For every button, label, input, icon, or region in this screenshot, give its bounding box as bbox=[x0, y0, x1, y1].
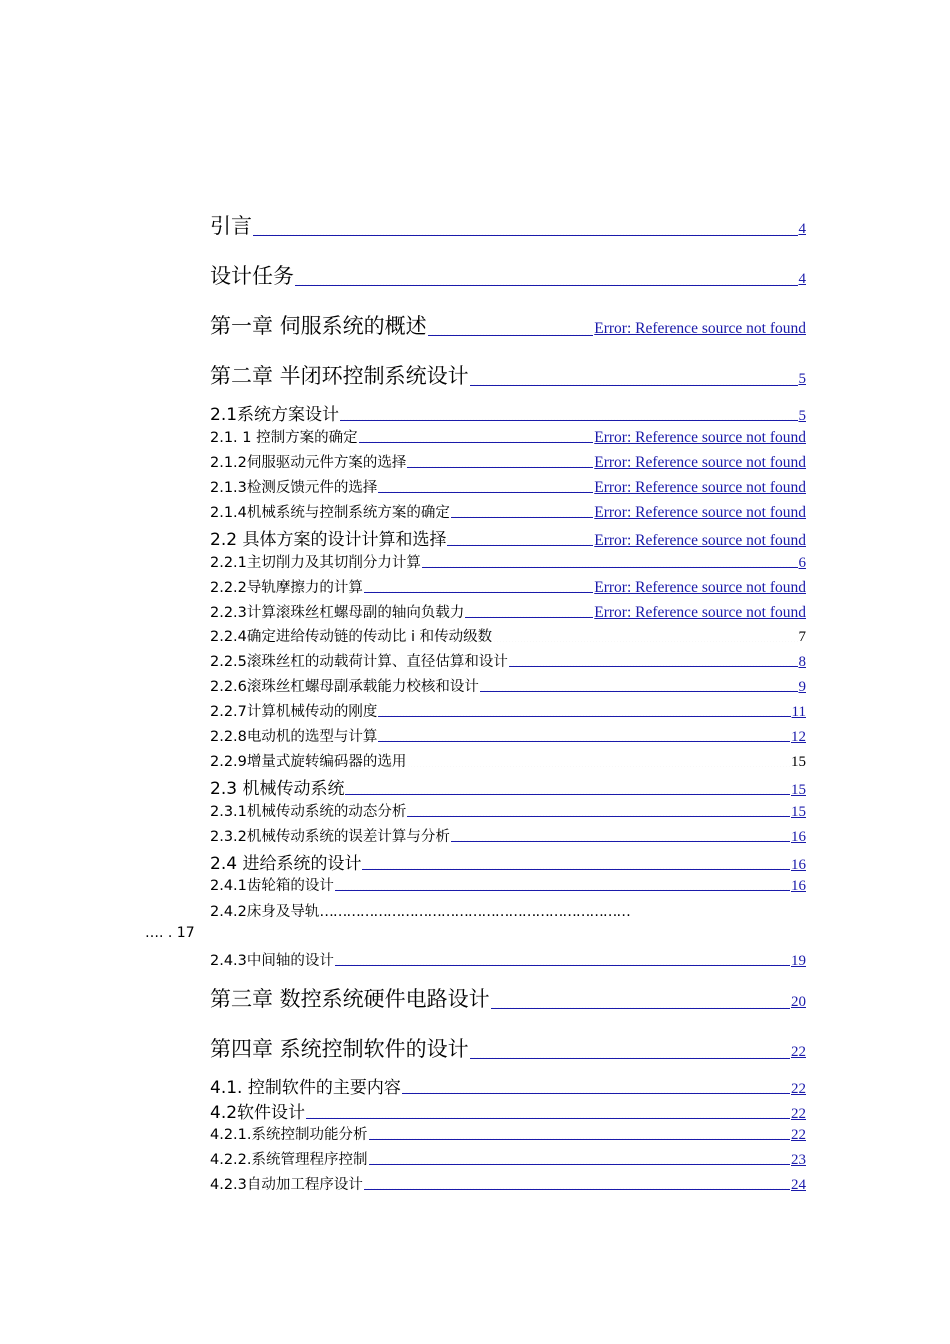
toc-entry bbox=[210, 900, 806, 921]
toc-entry-title: 4.1. 控制软件的主要内容 bbox=[210, 1078, 401, 1098]
toc-entry-leader bbox=[447, 544, 593, 546]
toc-entry[interactable] bbox=[210, 825, 806, 846]
toc-entry-page[interactable]: 19 bbox=[791, 953, 806, 969]
toc-entry-page[interactable]: Error: Reference source not found bbox=[594, 504, 806, 521]
toc-entry-title: 2.2.4确定进给传动链的传动比 i 和传动级数 bbox=[210, 629, 493, 645]
toc-entry-leader bbox=[369, 1163, 790, 1165]
toc-entry-title: 第四章 系统控制软件的设计 bbox=[210, 1037, 469, 1061]
toc-entry-leader bbox=[470, 1057, 790, 1059]
toc-entry-page[interactable]: 5 bbox=[798, 408, 806, 424]
toc-entry[interactable] bbox=[210, 949, 806, 970]
toc-entry bbox=[210, 750, 806, 771]
toc-entry-title: 2.2.8电动机的选型与计算 bbox=[210, 729, 378, 745]
toc-entry-page[interactable]: 20 bbox=[791, 994, 806, 1010]
toc-entry-leader bbox=[509, 665, 798, 667]
toc-entry-page[interactable]: 4 bbox=[798, 271, 806, 287]
toc-entry-page[interactable]: 8 bbox=[798, 654, 806, 670]
toc-entry-title: 2.2.2导轨摩擦力的计算 bbox=[210, 580, 363, 596]
toc-entry-title: 第二章 半闭环控制系统设计 bbox=[210, 364, 469, 388]
toc-entry-title: 2.1.3检测反馈元件的选择 bbox=[210, 480, 378, 496]
toc-entry-page[interactable]: 11 bbox=[791, 704, 806, 720]
toc-entry[interactable] bbox=[210, 476, 806, 497]
toc-entry-page[interactable]: 22 bbox=[791, 1081, 806, 1097]
toc-entry-leader bbox=[470, 384, 798, 386]
toc-entry-page[interactable]: Error: Reference source not found bbox=[594, 479, 806, 496]
toc-entry-page[interactable]: 9 bbox=[798, 679, 806, 695]
toc-entry-page[interactable]: 12 bbox=[791, 729, 806, 745]
toc-entry-page[interactable]: 16 bbox=[791, 857, 806, 873]
toc-entry-page[interactable]: Error: Reference source not found bbox=[594, 532, 806, 549]
toc-entry-page[interactable]: 16 bbox=[791, 829, 806, 845]
toc-entry-leader bbox=[428, 334, 594, 336]
toc-entry[interactable] bbox=[210, 525, 806, 550]
toc-entry[interactable] bbox=[210, 774, 806, 799]
toc-entry-title: 2.1.2伺服驱动元件方案的选择 bbox=[210, 455, 407, 471]
toc-entry-page: 7 bbox=[798, 629, 806, 645]
toc-entry-title: 第三章 数控系统硬件电路设计 bbox=[210, 987, 490, 1011]
toc-entry-leader bbox=[364, 1188, 790, 1190]
toc-entry[interactable] bbox=[210, 501, 806, 522]
toc-entry bbox=[210, 625, 806, 646]
toc-entry-title: 2.2.6滚珠丝杠螺母副承载能力校核和设计 bbox=[210, 679, 479, 695]
toc-entry[interactable] bbox=[210, 1073, 806, 1098]
toc-entry-page[interactable]: 15 bbox=[791, 782, 806, 798]
toc-entry-page[interactable]: Error: Reference source not found bbox=[594, 320, 806, 337]
toc-entry-leader bbox=[378, 491, 593, 493]
toc-entry-title: 2.4.3中间轴的设计 bbox=[210, 953, 334, 969]
toc-entry[interactable] bbox=[210, 260, 806, 290]
toc-entry-title: 2.3 机械传动系统 bbox=[210, 779, 345, 799]
toc-entry-title: 2.2.3计算滚珠丝杠螺母副的轴向负载力 bbox=[210, 605, 465, 621]
toc-entry[interactable] bbox=[210, 426, 806, 447]
toc-entry[interactable] bbox=[210, 601, 806, 622]
toc-entry-leader bbox=[364, 591, 593, 593]
toc-entry-page[interactable]: 4 bbox=[798, 221, 806, 237]
toc-entry-leader bbox=[480, 690, 798, 692]
toc-entry[interactable] bbox=[210, 576, 806, 597]
toc-entry-leader bbox=[362, 868, 790, 870]
toc-entry[interactable] bbox=[210, 725, 806, 746]
toc-entry-leader bbox=[491, 1007, 790, 1009]
toc-entry[interactable] bbox=[210, 400, 806, 425]
toc-entry-title: 2.2.1主切削力及其切削分力计算 bbox=[210, 555, 421, 571]
toc-entry[interactable] bbox=[210, 1033, 806, 1063]
toc-entry-title: 2.2.9增量式旋转编码器的选用 bbox=[210, 754, 407, 770]
toc-entry[interactable] bbox=[210, 210, 806, 240]
toc-entry-title: 2.3.1机械传动系统的动态分析 bbox=[210, 804, 407, 820]
toc-entry[interactable] bbox=[210, 1148, 806, 1169]
toc-entry-leader bbox=[295, 284, 798, 286]
toc-entry-page: 15 bbox=[791, 754, 806, 770]
toc-entry-title: 2.2.7计算机械传动的刚度 bbox=[210, 704, 378, 720]
toc-entry-page[interactable]: 22 bbox=[791, 1044, 806, 1060]
toc-entry[interactable] bbox=[210, 849, 806, 874]
toc-entry[interactable] bbox=[210, 1173, 806, 1194]
toc-entry-leader bbox=[253, 234, 798, 236]
toc-entry-leader bbox=[306, 1117, 790, 1119]
toc-entry-page[interactable]: 24 bbox=[791, 1177, 806, 1193]
toc-entry-title: 4.2.2.系统管理程序控制 bbox=[210, 1152, 368, 1168]
toc-entry-title: 2.2 具体方案的设计计算和选择 bbox=[210, 530, 447, 550]
toc-entry[interactable] bbox=[210, 310, 806, 340]
toc-entry[interactable] bbox=[210, 551, 806, 572]
toc-entry[interactable] bbox=[210, 1098, 806, 1123]
toc-entry-title: 设计任务 bbox=[210, 264, 294, 288]
toc-entry-page[interactable]: 23 bbox=[791, 1152, 806, 1168]
toc-entry-leader bbox=[407, 766, 790, 767]
toc-entry-dots: …………………………………………………………… bbox=[319, 904, 630, 920]
toc-entry-leader bbox=[407, 815, 790, 817]
toc-entry-leader bbox=[335, 964, 790, 966]
toc-entry-page[interactable]: Error: Reference source not found bbox=[594, 454, 806, 471]
toc-entry-title: 4.2.3自动加工程序设计 bbox=[210, 1177, 363, 1193]
toc-entry-title: 第一章 伺服系统的概述 bbox=[210, 314, 427, 338]
toc-entry-leader bbox=[422, 566, 798, 568]
toc-entry[interactable] bbox=[210, 675, 806, 696]
toc-continuation-line: …. . 17 bbox=[145, 925, 195, 941]
toc-entry-title: 2.1系统方案设计 bbox=[210, 405, 340, 425]
toc-entry-title: 2.4 进给系统的设计 bbox=[210, 854, 362, 874]
toc-entry-leader bbox=[451, 516, 593, 518]
toc-entry-title: 2.4.2床身及导轨 bbox=[210, 904, 320, 920]
toc-entry-title: 2.2.5滚珠丝杠的动载荷计算、直径估算和设计 bbox=[210, 654, 508, 670]
toc-entry[interactable] bbox=[210, 800, 806, 821]
toc-entry-leader bbox=[359, 441, 594, 443]
toc-entry-leader bbox=[335, 889, 790, 891]
toc-entry-page[interactable]: 5 bbox=[798, 371, 806, 387]
toc-entry-page[interactable]: Error: Reference source not found bbox=[594, 579, 806, 596]
toc-entry-title: 2.3.2机械传动系统的误差计算与分析 bbox=[210, 829, 450, 845]
toc-entry-title: 4.2.1.系统控制功能分析 bbox=[210, 1127, 368, 1143]
toc-entry-page[interactable]: 15 bbox=[791, 804, 806, 820]
toc-entry-leader bbox=[493, 641, 797, 642]
toc-entry-title: 2.1. 1 控制方案的确定 bbox=[210, 430, 358, 446]
toc-entry-page[interactable]: 22 bbox=[791, 1127, 806, 1143]
toc-entry[interactable] bbox=[210, 700, 806, 721]
toc-entry[interactable] bbox=[210, 874, 806, 895]
toc-entry-leader bbox=[465, 616, 593, 618]
toc-entry-leader bbox=[378, 740, 790, 742]
toc-entry-title: 2.4.1齿轮箱的设计 bbox=[210, 878, 334, 894]
toc-entry-page[interactable]: 16 bbox=[791, 878, 806, 894]
toc-entry-title: 2.1.4机械系统与控制系统方案的确定 bbox=[210, 505, 450, 521]
toc-entry-page[interactable]: 6 bbox=[798, 555, 806, 571]
toc-entry-leader bbox=[369, 1138, 790, 1140]
toc-entry[interactable] bbox=[210, 983, 806, 1013]
toc-entry[interactable] bbox=[210, 1123, 806, 1144]
toc-entry-title: 4.2软件设计 bbox=[210, 1103, 306, 1123]
toc-entry-leader bbox=[378, 715, 790, 717]
toc-entry[interactable] bbox=[210, 451, 806, 472]
toc-entry-leader bbox=[407, 466, 593, 468]
toc-entry-page[interactable]: Error: Reference source not found bbox=[594, 604, 806, 621]
toc-entry-leader bbox=[340, 419, 797, 421]
toc-entry-page[interactable]: Error: Reference source not found bbox=[594, 429, 806, 446]
toc-entry-title: 引言 bbox=[210, 214, 252, 238]
toc-entry[interactable] bbox=[210, 360, 806, 390]
toc-entry-page[interactable]: 22 bbox=[791, 1106, 806, 1122]
toc-entry-leader bbox=[402, 1092, 790, 1094]
toc-entry-leader bbox=[451, 840, 790, 842]
toc-entry-leader bbox=[345, 793, 790, 795]
toc-entry[interactable] bbox=[210, 650, 806, 671]
